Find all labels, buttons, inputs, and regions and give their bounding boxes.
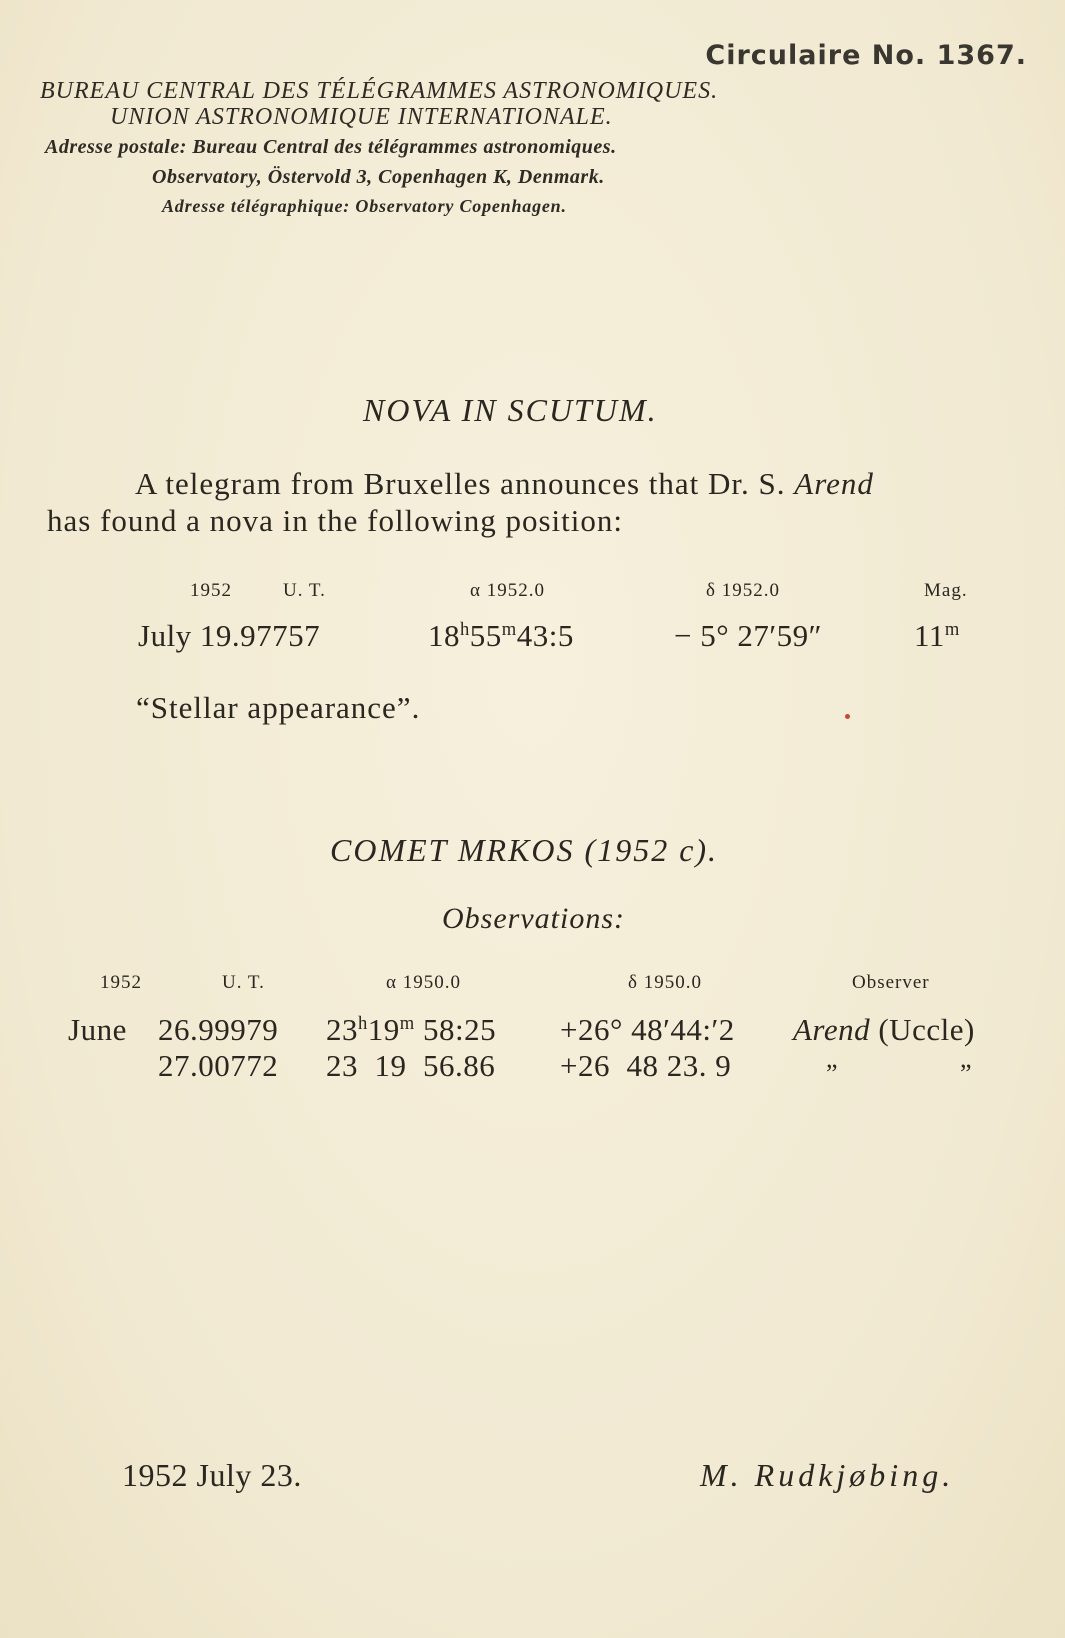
comet-row1-observer-name: Arend bbox=[793, 1012, 871, 1047]
bureau-name: BUREAU CENTRAL DES TÉLÉGRAMMES ASTRONOMIQUES. bbox=[40, 78, 719, 104]
comet-row2-ra bbox=[326, 1048, 495, 1084]
nova-ra-h-unit: h bbox=[460, 618, 470, 640]
nova-ra-s: 43:5 bbox=[516, 618, 574, 653]
comet-row1-ra-s: 58:25 bbox=[423, 1012, 497, 1047]
telegraphic-address: Adresse télégraphique: Observatory Copenhagen. bbox=[162, 196, 567, 216]
comet-col-ra: α 1950.0 bbox=[386, 972, 461, 993]
nova-remark: “Stellar appearance”. bbox=[136, 690, 421, 725]
nova-mag bbox=[914, 618, 960, 654]
comet-row2-dec: +26 48 23. 9 bbox=[560, 1048, 732, 1083]
nova-ra-h: 18 bbox=[428, 618, 460, 653]
comet-col-ut: U. T. bbox=[222, 972, 265, 993]
comet-row1-ra bbox=[326, 1012, 496, 1048]
nova-col-dec: δ 1952.0 bbox=[706, 580, 780, 601]
comet-row2-place-ditto: „ bbox=[960, 1044, 973, 1073]
comet-row1-dec: +26° 48′44:′2 bbox=[560, 1012, 735, 1047]
comet-col-observer: Observer bbox=[852, 972, 930, 993]
nova-mag-value: 11 bbox=[914, 618, 945, 653]
nova-text-line1-start: A telegram from Bruxelles announces that Dr. S. bbox=[135, 466, 786, 501]
observations-title: Observations: bbox=[442, 902, 625, 935]
comet-col-year: 1952 bbox=[100, 972, 142, 993]
discoverer-name: Arend bbox=[794, 466, 874, 501]
postal-address: Adresse postale: Bureau Central des télégrammes astronomiques. bbox=[45, 136, 617, 158]
nova-col-ra: α 1952.0 bbox=[470, 580, 545, 601]
comet-row2-ut: 27.00772 bbox=[158, 1048, 279, 1083]
issue-date: 1952 July 23. bbox=[122, 1457, 302, 1493]
comet-row1-observer-place: (Uccle) bbox=[878, 1012, 975, 1047]
comet-row2-ra-m: 19 bbox=[374, 1048, 407, 1083]
nova-col-ut: U. T. bbox=[283, 580, 326, 601]
comet-row2-ra-h: 23 bbox=[326, 1048, 358, 1083]
comet-row1-ra-m-unit: m bbox=[399, 1012, 415, 1034]
nova-col-year: 1952 bbox=[190, 580, 232, 601]
nova-ra-m: 55 bbox=[469, 618, 502, 653]
nova-ra bbox=[428, 618, 574, 654]
comet-row2-ra-s: 56.86 bbox=[423, 1048, 496, 1083]
circular-number: Circulaire No. 1367. bbox=[705, 40, 1027, 71]
nova-ra-m-unit: m bbox=[501, 618, 517, 640]
comet-row1-observer bbox=[793, 1012, 975, 1048]
ink-spot bbox=[845, 714, 850, 719]
comet-row1-ra-h: 23 bbox=[326, 1012, 358, 1047]
nova-col-mag: Mag. bbox=[924, 580, 968, 601]
comet-title: COMET MRKOS (1952 c). bbox=[330, 832, 719, 868]
comet-row1-ra-m: 19 bbox=[367, 1012, 400, 1047]
nova-title: NOVA IN SCUTUM. bbox=[363, 392, 658, 428]
comet-col-dec: δ 1950.0 bbox=[628, 972, 702, 993]
nova-text-line2: has found a nova in the following position: bbox=[47, 503, 623, 538]
nova-text-line1 bbox=[135, 466, 874, 502]
nova-mag-unit: m bbox=[944, 618, 960, 640]
signature: M. Rudkjøbing. bbox=[700, 1457, 955, 1493]
comet-row1-month: June bbox=[68, 1012, 127, 1047]
comet-row1-ra-h-unit: h bbox=[358, 1012, 368, 1034]
nova-date: July 19.97757 bbox=[138, 618, 321, 653]
union-name: UNION ASTRONOMIQUE INTERNATIONALE. bbox=[110, 104, 613, 130]
comet-row1-ut: 26.99979 bbox=[158, 1012, 279, 1047]
nova-dec: − 5° 27′59″ bbox=[674, 618, 823, 653]
comet-row2-observer-ditto: „ bbox=[826, 1044, 839, 1073]
observatory-address: Observatory, Östervold 3, Copenhagen K, Denmark. bbox=[152, 166, 605, 188]
